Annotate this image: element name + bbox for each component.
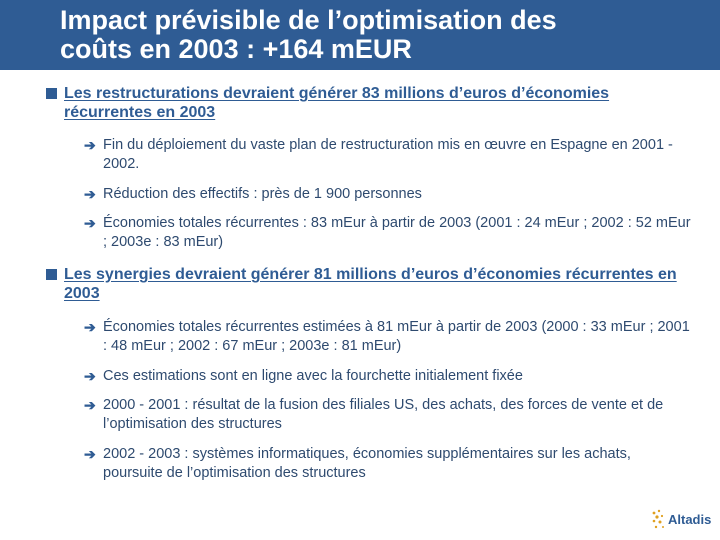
list-item bbox=[84, 367, 694, 386]
slide-title: Impact prévisible de l’optimisation des coûts en 2003 : +164 mEUR bbox=[60, 5, 557, 64]
list-item bbox=[84, 445, 694, 483]
list-item-text: 2002 - 2003 : systèmes informatiques, économies supplémentaires sur les achats, poursuite de l’optimisation des structures bbox=[103, 446, 631, 481]
section-heading: Les synergies devraient générer 81 millions d’euros d’économies récurrentes en 2003 bbox=[64, 266, 677, 302]
list-item bbox=[84, 318, 694, 356]
list-item-text: Réduction des effectifs : près de 1 900 personnes bbox=[103, 186, 422, 202]
list-item-text: Fin du déploiement du vaste plan de restructuration mis en œuvre en Espagne en 2001 - 2002. bbox=[103, 137, 673, 172]
altadis-logo bbox=[650, 508, 714, 534]
square-bullet-icon bbox=[46, 269, 57, 280]
list-item-text: Économies totales récurrentes : 83 mEur à partir de 2003 (2001 : 24 mEur ; 2002 : 52 mEur ; 2003e : 83 mEur) bbox=[103, 215, 691, 250]
section-heading: Les restructurations devraient générer 83 millions d’euros d’économies récurrentes en 2003 bbox=[64, 85, 610, 121]
arrow-right-icon: ➔ bbox=[84, 319, 96, 335]
arrow-right-icon: ➔ bbox=[84, 397, 96, 413]
square-bullet-icon bbox=[46, 88, 57, 99]
title-bar bbox=[0, 0, 720, 70]
star-logo-icon bbox=[650, 508, 668, 532]
list-item-text: Économies totales récurrentes estimées à 81 mEur à partir de 2003 (2000 : 33 mEur ; 2001 : 48 mEur ; 2002 : 67 mEur ; 2003e : 81 mEur) bbox=[103, 319, 690, 354]
section-restructurations bbox=[46, 84, 696, 122]
list-item-text: 2000 - 2001 : résultat de la fusion des filiales US, des achats, des forces de vente et de l’optimisation des structures bbox=[103, 397, 664, 432]
arrow-right-icon: ➔ bbox=[84, 186, 96, 202]
list-item bbox=[84, 185, 694, 204]
list-item bbox=[84, 396, 694, 434]
arrow-right-icon: ➔ bbox=[84, 137, 96, 153]
arrow-right-icon: ➔ bbox=[84, 368, 96, 384]
section-synergies bbox=[46, 265, 696, 303]
list-item bbox=[84, 214, 694, 252]
list-item-text: Ces estimations sont en ligne avec la fourchette initialement fixée bbox=[103, 368, 523, 384]
list-item bbox=[84, 136, 694, 174]
logo-text: Altadis bbox=[668, 512, 712, 527]
arrow-right-icon: ➔ bbox=[84, 446, 96, 462]
arrow-right-icon: ➔ bbox=[84, 215, 96, 231]
